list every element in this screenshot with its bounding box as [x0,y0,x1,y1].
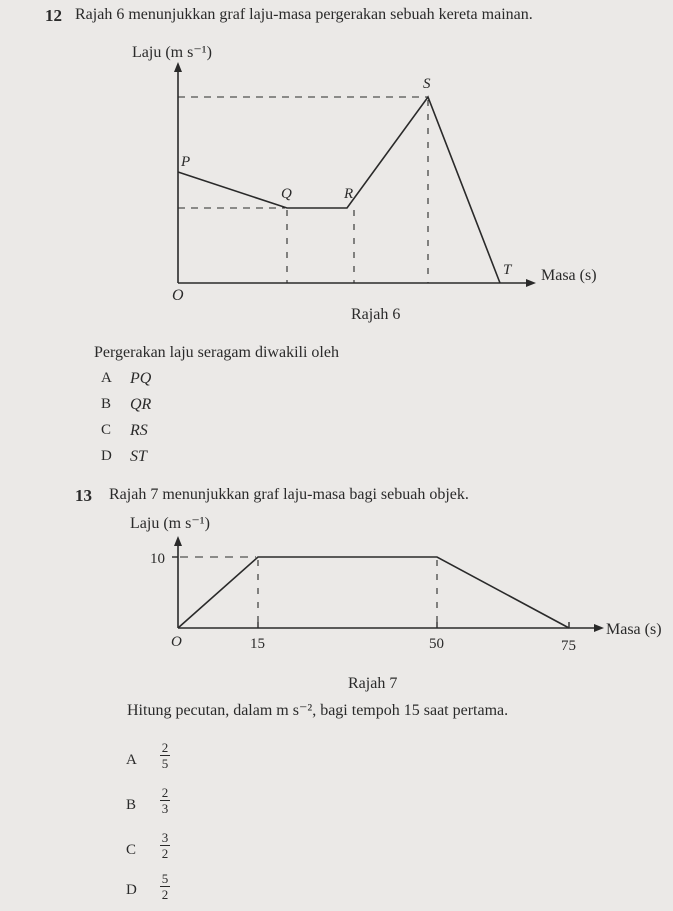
q13-option-b-fraction[interactable] [160,786,170,815]
point-p-label: P [181,154,191,170]
q13-option-a-numerator: 2 [161,740,169,755]
rajah-6-caption: Rajah 6 [351,306,401,323]
q13-option-c-numerator: 3 [161,830,169,845]
q12-option-a-text[interactable]: PQ [130,370,152,387]
rajah-7-caption: Rajah 7 [348,675,398,692]
question-12-text: Rajah 6 menunjukkan graf laju-masa pergerakan sebuah kereta mainan. [75,6,533,23]
point-t-label: T [503,262,512,278]
question-13-text: Rajah 7 menunjukkan graf laju-masa bagi sebuah objek. [109,486,469,503]
rajah-6-origin-label: O [172,287,184,304]
point-q-label: Q [281,186,292,202]
rajah-7-x-tick-50: 50 [429,636,444,652]
q13-option-d-letter[interactable]: D [126,882,137,898]
rajah-7-x-tick-15: 15 [250,636,265,652]
rajah-7-y-tick-10: 10 [150,551,165,567]
question-12-prompt: Pergerakan laju seragam diwakili oleh [94,344,339,361]
rajah-7-y-axis-label: Laju (m s⁻¹) [130,515,210,532]
q12-option-d-text[interactable]: ST [130,448,147,465]
rajah-7-x-axis-label: Masa (s) [606,621,662,638]
q12-option-c-text[interactable]: RS [130,422,148,439]
rajah-7-x-tick-75: 75 [561,638,576,654]
rajah-6-graph [0,0,673,340]
rajah-6-x-axis-label: Masa (s) [541,267,597,284]
q12-option-a-letter[interactable]: A [101,370,112,386]
q12-option-b-letter[interactable]: B [101,396,112,412]
q13-option-d-numerator: 5 [161,871,169,886]
q12-option-b-text[interactable]: QR [130,396,152,413]
q13-option-a-denominator: 5 [161,756,169,771]
rajah-7-graph [0,500,673,700]
question-12-number: 12 [45,6,62,25]
q13-option-b-numerator: 2 [161,785,169,800]
rajah-7-origin-label: O [171,634,182,650]
rajah-6-y-axis-label: Laju (m s⁻¹) [132,44,212,61]
q13-option-d-fraction[interactable] [160,872,170,901]
q13-option-a-fraction[interactable] [160,741,170,770]
q13-option-c-letter[interactable]: C [126,842,137,858]
q13-option-a-letter[interactable]: A [126,752,137,768]
question-13-number: 13 [75,486,92,505]
q13-option-c-fraction[interactable] [160,831,170,860]
q12-option-c-letter[interactable]: C [101,422,112,438]
q12-option-d-letter[interactable]: D [101,448,112,464]
q13-option-b-denominator: 3 [161,801,169,816]
q13-option-b-letter[interactable]: B [126,797,137,813]
point-s-label: S [423,76,431,92]
q13-option-d-denominator: 2 [161,887,169,902]
point-r-label: R [344,186,354,202]
question-13-prompt: Hitung pecutan, dalam m s⁻², bagi tempoh 15 saat pertama. [127,702,509,719]
q13-option-c-denominator: 2 [161,846,169,861]
